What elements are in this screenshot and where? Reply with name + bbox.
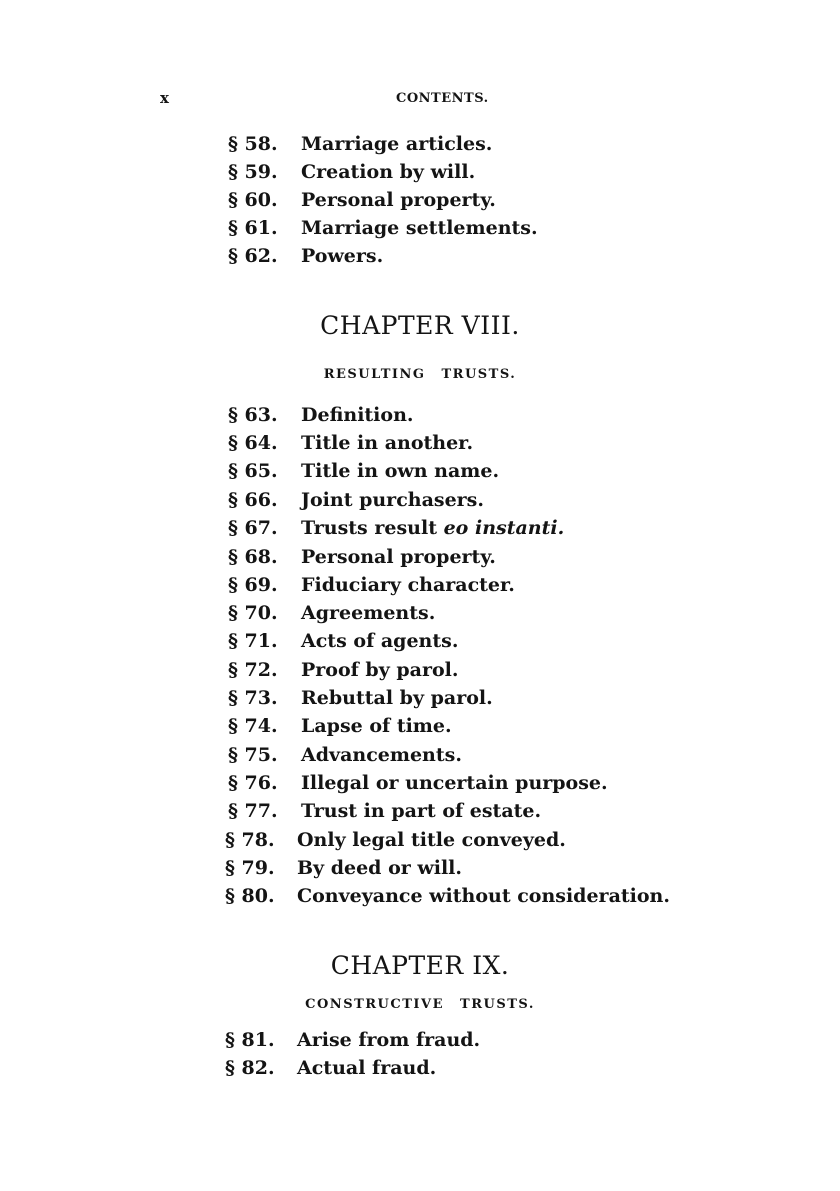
section-title: Actual fraud. [297, 1057, 437, 1079]
section-title: Acts of agents. [301, 630, 459, 652]
section-title: Marriage articles. [301, 133, 493, 155]
section-number: § 77. [228, 800, 278, 822]
chapter-subtitle: CONSTRUCTIVE TRUSTS. [305, 997, 535, 1012]
toc-entry [0, 772, 840, 800]
section-number: § 75. [228, 744, 278, 766]
toc-entry [0, 574, 840, 602]
section-title: Only legal title conveyed. [297, 829, 566, 851]
toc-entry [0, 1029, 840, 1057]
section-number: § 80. [225, 885, 275, 907]
section-number: § 67. [228, 517, 278, 539]
section-number: § 59. [228, 161, 278, 183]
chapter-heading: CHAPTER IX. [330, 951, 510, 980]
toc-entry [0, 245, 840, 273]
section-title: Title in another. [301, 432, 474, 454]
toc-entry [0, 460, 840, 488]
toc-entry [0, 659, 840, 687]
running-title: CONTENTS. [396, 91, 489, 106]
section-title: By deed or will. [297, 857, 462, 879]
section-title: Lapse of time. [301, 715, 452, 737]
toc-entry [0, 161, 840, 189]
toc-entry [0, 404, 840, 432]
section-number: § 63. [228, 404, 278, 426]
section-number: § 78. [225, 829, 275, 851]
toc-entry [0, 517, 840, 545]
section-number: § 66. [228, 489, 278, 511]
section-number: § 70. [228, 602, 278, 624]
toc-entry [0, 602, 840, 630]
section-number: § 69. [228, 574, 278, 596]
section-title: Personal property. [301, 189, 496, 211]
toc-entry [0, 885, 840, 913]
section-title-italic: eo instanti. [443, 517, 565, 539]
section-title: Personal property. [301, 546, 496, 568]
section-title: Illegal or uncertain purpose. [301, 772, 608, 794]
section-title: Advancements. [301, 744, 462, 766]
section-title: Agreements. [301, 602, 436, 624]
toc-entry [0, 1057, 840, 1085]
section-title: Arise from fraud. [297, 1029, 481, 1051]
section-title: Fiduciary character. [301, 574, 515, 596]
section-number: § 68. [228, 546, 278, 568]
section-number: § 82. [225, 1057, 275, 1079]
section-number: § 71. [228, 630, 278, 652]
section-number: § 72. [228, 659, 278, 681]
section-number: § 79. [225, 857, 275, 879]
section-title: Proof by parol. [301, 659, 459, 681]
section-title: Title in own name. [301, 460, 500, 482]
section-number: § 64. [228, 432, 278, 454]
section-title: Creation by will. [301, 161, 476, 183]
section-number: § 61. [228, 217, 278, 239]
toc-entry [0, 744, 840, 772]
section-number: § 58. [228, 133, 278, 155]
section-number: § 73. [228, 687, 278, 709]
toc-entry [0, 546, 840, 574]
toc-entry [0, 630, 840, 658]
section-number: § 74. [228, 715, 278, 737]
toc-entry [0, 800, 840, 828]
toc-entry [0, 133, 840, 161]
section-title-roman: Trusts result [301, 517, 444, 539]
toc-entry [0, 829, 840, 857]
page-number: x [160, 89, 169, 107]
section-number: § 60. [228, 189, 278, 211]
section-number: § 65. [228, 460, 278, 482]
section-number: § 62. [228, 245, 278, 267]
section-title: Definition. [301, 404, 414, 426]
section-title: Rebuttal by parol. [301, 687, 493, 709]
page-header [0, 87, 840, 115]
chapter-subtitle: RESULTING TRUSTS. [323, 367, 517, 382]
section-title: Trust in part of estate. [301, 800, 542, 822]
toc-entry [0, 217, 840, 245]
section-title: Conveyance without consideration. [297, 885, 670, 907]
section-number: § 81. [225, 1029, 275, 1051]
toc-entry [0, 432, 840, 460]
chapter-heading: CHAPTER VIII. [320, 311, 520, 340]
toc-entry [0, 687, 840, 715]
section-title [301, 517, 564, 539]
section-title: Marriage settlements. [301, 217, 538, 239]
toc-entry [0, 715, 840, 743]
toc-entry [0, 189, 840, 217]
section-number: § 76. [228, 772, 278, 794]
section-title: Joint purchasers. [301, 489, 484, 511]
toc-entry [0, 489, 840, 517]
section-title: Powers. [301, 245, 384, 267]
toc-entry [0, 857, 840, 885]
